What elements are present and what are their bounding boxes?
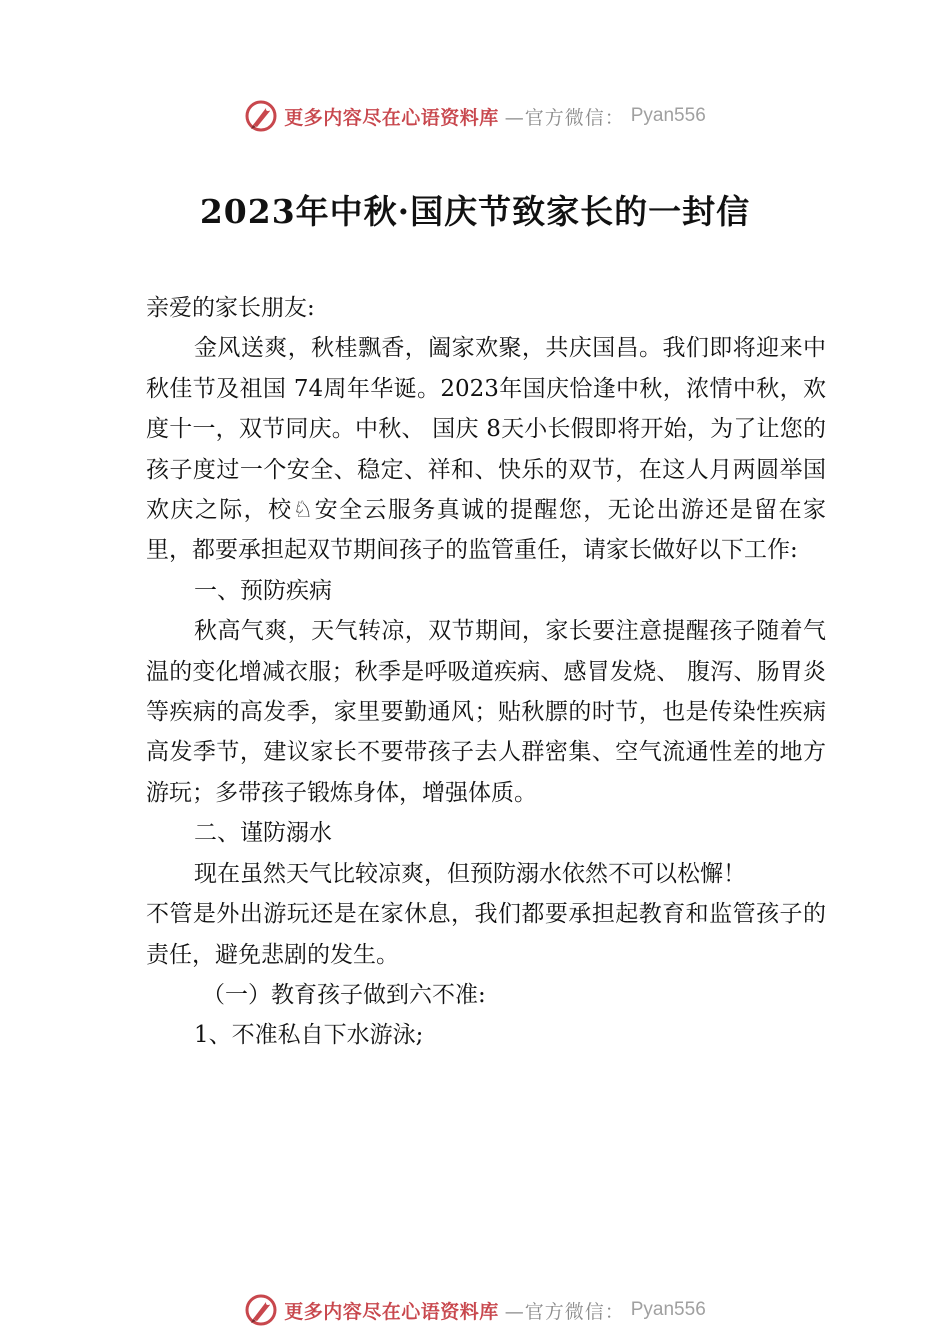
intro-paragraph: 金风送爽，秋桂飘香，阖家欢聚，共庆国昌。我们即将迎来中秋佳节及祖国 74周年华诞。2023年国庆恰逢中秋，浓情中秋，欢度十一，双节同庆。中秋、 国庆 8天小长假即将开始，为了让您的孩子度过一个安全、稳定、祥和、快乐的双节，在这人月两圆举国欢庆之际，校♘安全云服务真诚的提醒您，无论出游还是留在家里，都要承担起双节期间孩子的监管重任，请家长做好以下工作: [146,335,826,564]
footer-watermark [0,1290,950,1330]
watermark-separator: —官方微信： [504,1300,625,1323]
watermark-contact: Pyan556 [630,105,706,126]
section-heading-drowning: 二、谨防溺水 [194,820,332,847]
document-title: 2023年中秋·国庆节致家长的一封信 [199,192,751,231]
list-item: 1、不准私自下水游泳; [194,1022,424,1049]
watermark-contact: Pyan556 [630,1299,706,1320]
watermark-brand: 更多内容尽在心语资料库 [284,1300,499,1323]
salutation: 亲爱的家长朋友: [146,295,315,321]
drowning-paragraph-rest: 不管是外出游玩还是在家休息，我们都要承担起教育和监管孩子的责任，避免悲剧的发生。 [146,901,826,968]
watermark-separator: —官方微信： [504,106,625,129]
section-heading-disease: 一、预防疾病 [194,577,332,604]
watermark-brand: 更多内容尽在心语资料库 [284,106,499,129]
pen-logo-icon [244,99,278,133]
disease-paragraph: 秋高气爽，天气转凉，双节期间，家长要注意提醒孩子随着气温的变化增减衣服；秋季是呼吸道疾病、感冒发烧、 腹泻、肠胃炎等疾病的高发季，家里要勤通风；贴秋膘的时节，也是传染性疾病高发季节，建议家长不要带孩子去人群密集、空气流通性差的地方游玩；多带孩子锻炼身体，增强体质。 [146,618,826,806]
drowning-paragraph-first-line: 现在虽然天气比较凉爽，但预防溺水依然不可以松懈！ [194,860,746,887]
header-watermark [0,96,950,136]
pen-logo-icon [244,1293,278,1327]
letter-body [146,288,826,1056]
subsection-heading-rules: （一）教育孩子做到六不准: [202,981,486,1008]
